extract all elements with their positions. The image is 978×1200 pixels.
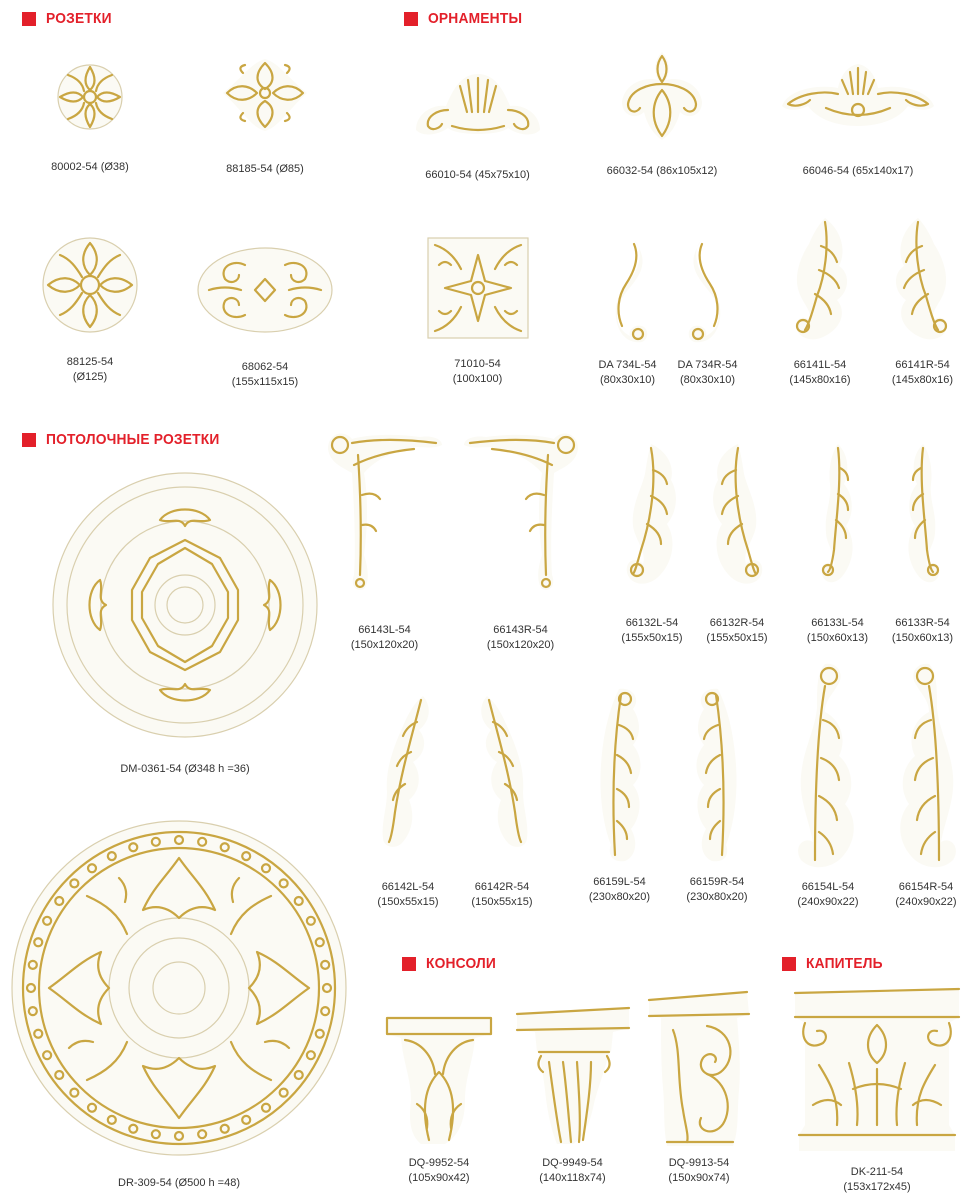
product-66132L[interactable] [612, 440, 692, 646]
product-code: DA 734L-54 [598, 359, 657, 371]
product-code: 66143L-54 [358, 624, 411, 636]
scroll-crest-ornament-image [778, 60, 938, 130]
product-size: (230x80x20) [686, 891, 748, 903]
product-80002[interactable] [30, 62, 150, 175]
large-acanthus-left-image [789, 660, 867, 876]
red-square-marker [782, 957, 796, 971]
openwork-rosette-image [217, 55, 313, 135]
product-code: 66142R-54 [474, 881, 530, 893]
product-code: 71010-54 [454, 358, 501, 370]
product-code: 66133L-54 [811, 617, 864, 629]
leaf-scroll-right-image [706, 440, 768, 590]
tall-acanthus-right-image [686, 685, 748, 865]
scroll-right-ornament-image [684, 238, 732, 346]
product-code: 80002-54 (Ø38) [51, 161, 129, 173]
product-code: 66142L-54 [381, 881, 435, 893]
product-code: 66141R-54 [895, 359, 950, 371]
round-rosette-image [40, 235, 140, 335]
product-size: (150x55x15) [471, 896, 533, 908]
ceiling-rosette-image [50, 470, 320, 740]
console-bracket-image [513, 1002, 633, 1150]
product-size: (Ø125) [72, 371, 108, 383]
product-size: (150x55x15) [377, 896, 439, 908]
product-size: (155x50x15) [621, 632, 683, 644]
shell-ornament-image [412, 70, 544, 142]
square-ornament-image [425, 235, 531, 341]
product-size: (240x90x22) [797, 896, 859, 908]
product-size: (140x118x74) [539, 1172, 606, 1184]
product-size: (150x120x20) [350, 639, 419, 651]
section-header-consoles [402, 955, 502, 972]
product-88125[interactable] [30, 235, 150, 385]
section-title: КОНСОЛИ [426, 955, 497, 972]
section-title: РОЗЕТКИ [46, 10, 112, 27]
product-code: DQ-9949-54 [542, 1157, 603, 1169]
product-66141L[interactable] [780, 216, 860, 388]
product-code: 66132L-54 [625, 617, 679, 629]
product-66141R[interactable] [880, 216, 965, 388]
product-code: 66143R-54 [493, 624, 548, 636]
product-size: (155x50x15) [706, 632, 768, 644]
product-size: (80x30x10) [599, 374, 656, 386]
product-code: DR-309-54 (Ø500 h =48) [118, 1177, 240, 1189]
product-size: (145x80x16) [789, 374, 851, 386]
product-DR-309[interactable] [4, 818, 354, 1191]
section-header-ornaments [404, 10, 530, 27]
product-code: 66159L-54 [593, 876, 646, 888]
product-size: (155x115x15) [231, 376, 299, 388]
product-code: 68062-54 [241, 361, 289, 373]
product-66132R[interactable] [697, 440, 777, 646]
product-size: (145x80x16) [891, 374, 954, 386]
product-88185[interactable] [205, 55, 325, 177]
product-66046[interactable] [768, 60, 948, 179]
product-DQ-9949[interactable] [510, 1002, 635, 1186]
product-66133L[interactable] [800, 440, 875, 646]
section-title: ОРНАМЕНТЫ [428, 10, 523, 27]
product-code: 66010-54 (45x75x10) [425, 169, 530, 181]
scroll-left-ornament-image [604, 238, 652, 346]
curled-leaf-left-image [373, 692, 443, 850]
console-bracket-image [647, 990, 751, 1150]
red-square-marker [22, 433, 36, 447]
product-66142R[interactable] [462, 692, 542, 910]
product-DA734L[interactable] [590, 238, 665, 388]
red-square-marker [404, 12, 418, 26]
section-title: ПОТОЛОЧНЫЕ РОЗЕТКИ [46, 431, 220, 448]
product-code: 66159R-54 [689, 876, 745, 888]
product-size: (80x30x10) [679, 374, 736, 386]
product-code: 88185-54 (Ø85) [226, 163, 304, 175]
section-header-ceiling-rosettes [22, 431, 235, 448]
red-square-marker [402, 957, 416, 971]
product-66032[interactable] [592, 50, 732, 179]
product-66154L[interactable] [788, 660, 868, 910]
product-68062[interactable] [195, 245, 335, 390]
console-bracket-image [385, 1012, 493, 1150]
curled-leaf-right-image [467, 692, 537, 850]
product-66159R[interactable] [677, 685, 757, 905]
large-ceiling-rosette-image [9, 818, 349, 1158]
section-title: КАПИТЕЛЬ [806, 955, 883, 972]
product-DK-211[interactable] [782, 985, 972, 1195]
tall-acanthus-left-image [589, 685, 651, 865]
acanthus-leaf-right-image [888, 216, 958, 346]
product-code: 66141L-54 [793, 359, 847, 371]
product-code: 66132R-54 [709, 617, 765, 629]
product-code: 66046-54 (65x140x17) [802, 165, 914, 177]
product-DQ-9913[interactable] [644, 990, 754, 1186]
product-code: 66154L-54 [801, 881, 855, 893]
section-header-rosettes [22, 10, 117, 27]
product-code: DK-211-54 [850, 1166, 904, 1178]
large-acanthus-right-image [887, 660, 965, 876]
fleur-ornament-image [618, 50, 706, 142]
red-square-marker [22, 12, 36, 26]
product-size: (150x120x20) [486, 639, 555, 651]
product-DM-0361[interactable] [40, 470, 330, 777]
product-66010[interactable] [405, 70, 550, 183]
product-code: DQ-9913-54 [668, 1157, 730, 1169]
product-size: (230x80x20) [588, 891, 651, 903]
product-DQ-9952[interactable] [384, 1012, 494, 1186]
product-66143L[interactable] [322, 425, 447, 653]
product-66159L[interactable] [582, 685, 657, 905]
corner-ornament-right-image [460, 425, 582, 595]
product-code: 66032-54 (86x105x12) [606, 165, 718, 177]
product-code: DQ-9952-54 [408, 1157, 470, 1169]
product-66142L[interactable] [368, 692, 448, 910]
product-66154R[interactable] [886, 660, 966, 910]
section-header-capital [782, 955, 889, 972]
oval-rosette-image [195, 245, 335, 335]
product-size: (150x90x74) [668, 1172, 730, 1184]
slim-scroll-left-image [814, 440, 862, 590]
product-size: (240x90x22) [895, 896, 957, 908]
product-code: 88125-54 [66, 356, 114, 368]
product-size: (105x90x42) [408, 1172, 470, 1184]
product-code: 66154R-54 [898, 881, 954, 893]
product-size: (150x60x13) [891, 632, 954, 644]
product-code: DM-0361-54 (Ø348 h =36) [120, 763, 250, 775]
product-code: 66133R-54 [895, 617, 950, 629]
product-size: (100x100) [452, 373, 503, 385]
product-71010[interactable] [415, 235, 540, 387]
product-66143R[interactable] [458, 425, 583, 653]
product-size: (150x60x13) [806, 632, 869, 644]
product-code: DA 734R-54 [677, 359, 738, 371]
acanthus-leaf-left-image [785, 216, 855, 346]
leaf-scroll-left-image [621, 440, 683, 590]
slim-scroll-right-image [899, 440, 947, 590]
corner-ornament-left-image [324, 425, 446, 595]
corinthian-capital-image [789, 985, 965, 1155]
product-66133R[interactable] [880, 440, 965, 646]
product-DA734R[interactable] [670, 238, 745, 388]
small-rosette-image [55, 62, 125, 132]
product-size: (153x172x45) [843, 1181, 911, 1193]
